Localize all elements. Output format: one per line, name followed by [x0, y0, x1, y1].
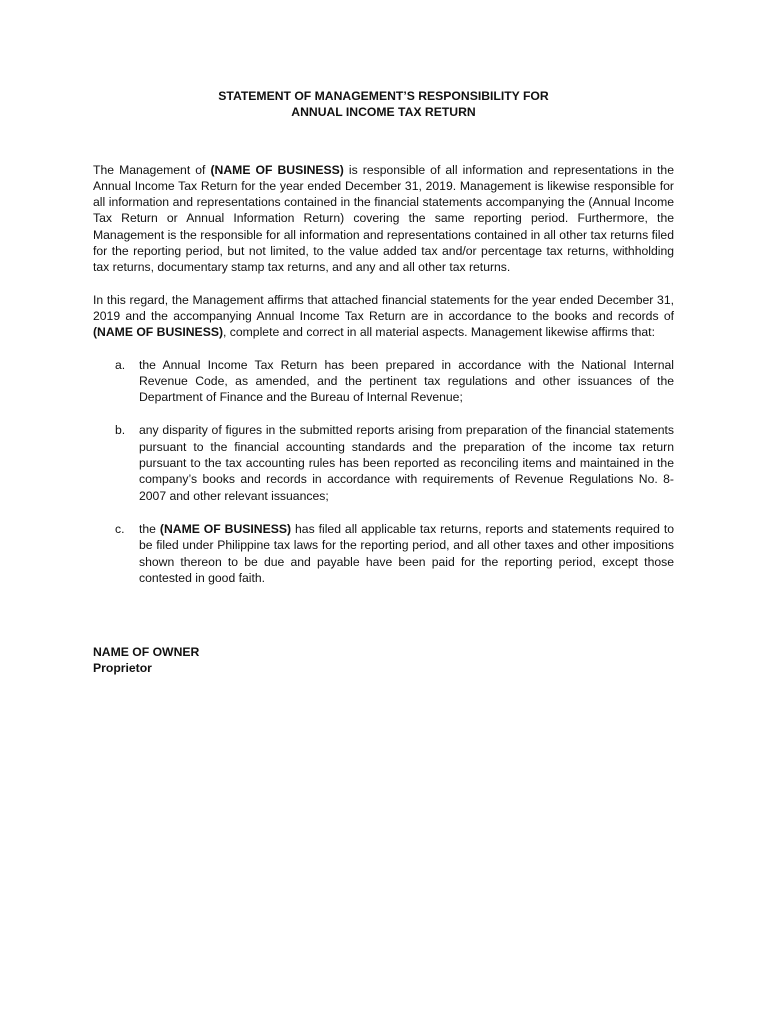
list-item-a [93, 357, 674, 406]
paragraph-2-part-1: In this regard, the Management affirms that attached financial statements for the year ended December 31, 2019 and the accompanying Annual Income Tax Return are in accordance to the books and records of [93, 292, 674, 323]
list-marker: c. [115, 521, 125, 536]
list-item-c [93, 521, 674, 586]
paragraph-1-part-1: The Management of [93, 162, 211, 177]
affirmations-list [93, 357, 674, 587]
business-name-placeholder: (NAME OF BUSINESS) [93, 325, 224, 340]
business-name-placeholder: (NAME OF BUSINESS) [159, 521, 292, 536]
list-marker: a. [115, 357, 126, 372]
owner-name: NAME OF OWNER [93, 645, 200, 660]
list-item-text: the Annual Income Tax Return has been prepared in accordance with the National Internal Revenue Code, as amended, and the pertinent tax regulations and other issuances of the Department of Finance and the Bureau of Internal Revenue; [139, 357, 674, 405]
document-page [93, 88, 674, 677]
business-name-placeholder: (NAME OF BUSINESS) [210, 162, 344, 177]
owner-title: Proprietor [93, 661, 152, 676]
list-item-b [93, 422, 674, 503]
responsibility-paragraph [93, 162, 674, 276]
document-title-line-2: ANNUAL INCOME TAX RETURN [291, 105, 476, 120]
paragraph-1-part-2: is responsible of all information and representations in the Annual Income Tax Return for the year ended December 31, 2019. Management is likewise responsible for all information and representations contained in the financial statements accompanying the (Annual Income Tax Return or Annual Information Return) covering the same reporting period. Furthermore, the Management is the responsible for all information and representations contained in all other tax returns filed for the reporting period, but not limited, to the value added tax and/or percentage tax returns, withholding tax returns, documentary stamp tax returns, and any and all other tax returns. [93, 162, 674, 275]
list-item-text: has filed all applicable tax returns, reports and statements required to be filed under Philippine tax laws for the reporting period, and all other taxes and other impositions shown thereon to be due and payable have been paid for the reporting period, except those contested in good faith. [139, 521, 674, 585]
list-item-text-prefix: the [139, 521, 160, 536]
list-marker: b. [115, 423, 126, 438]
list-item-text: any disparity of figures in the submitted reports arising from preparation of the financial statements pursuant to the financial accounting standards and the preparation of the income tax return pursuant to the tax accounting rules has been reported as reconciling items and maintained in the company’s books and records in accordance with requirements of Revenue Regulations No. 8-2007 and other relevant issuances; [139, 423, 674, 503]
paragraph-2-part-2: , complete and correct in all material aspects. Management likewise affirms that: [223, 325, 655, 340]
signature-block [93, 644, 674, 677]
affirmation-paragraph [93, 292, 674, 341]
document-title-line-1: STATEMENT OF MANAGEMENT’S RESPONSIBILITY FOR [218, 89, 549, 103]
